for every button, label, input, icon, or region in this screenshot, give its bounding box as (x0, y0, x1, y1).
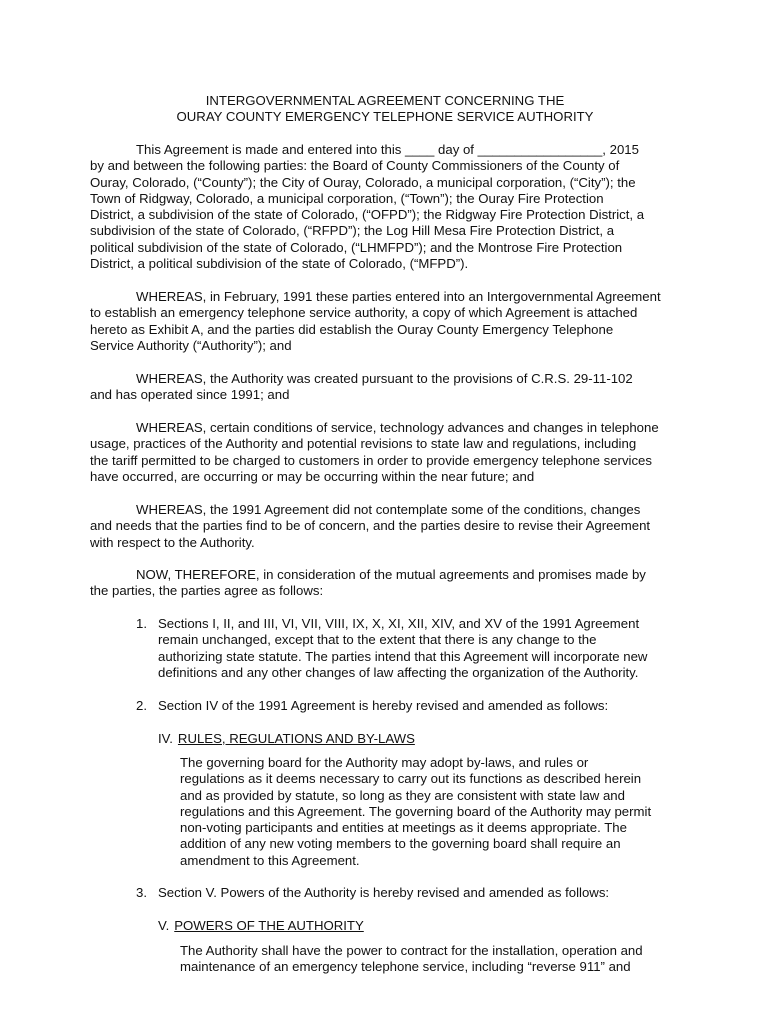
item-body: Section IV of the 1991 Agreement is hereby revised and amended as follows: (158, 698, 609, 713)
title-line: INTERGOVERNMENTAL AGREEMENT CONCERNING THE (205, 93, 565, 108)
section-heading-text: RULES, REGULATIONS AND BY-LAWS (177, 731, 415, 746)
section-v-heading (158, 918, 364, 934)
item-number: 3. (136, 885, 147, 900)
section-numeral: V. (158, 918, 170, 933)
section-numeral: IV. (158, 731, 173, 746)
item-body: Section V. Powers of the Authority is hereby revised and amended as follows: (158, 885, 610, 900)
section-iv-heading (158, 731, 415, 747)
whereas-paragraph-2: WHEREAS, the Authority was created pursuant to the provisions of C.R.S. 29-11-102 and has operated since 1991; and (90, 371, 633, 403)
section-v-body: The Authority shall have the power to contract for the installation, operation and maintenance of an emergency telephone service, including “reverse 911” and (180, 943, 643, 975)
item-number: 1. (136, 616, 147, 631)
whereas-paragraph-4: WHEREAS, the 1991 Agreement did not contemplate some of the conditions, changes and needs that the parties find to be of concern, and the parties desire to revise their Agreement with respect to the Authority. (90, 502, 651, 550)
whereas-paragraph-3: WHEREAS, certain conditions of service, technology advances and changes in telephone usage, practices of the Authority and potential revisions to state law and regulations, including the tariff permitted to be charged to customers in order to provide emergency telephone services have occurred, are occurring or may be occurring within the near future; and (90, 420, 659, 484)
document-title (90, 93, 680, 126)
item-number: 2. (136, 698, 147, 713)
intro-paragraph: This Agreement is made and entered into this ____ day of _________________, 2015 by and between the following parties: the Board of County Commissioners of the County of Ouray, Colorado, (“County”); the City of Ouray, Colorado, a municipal corporation, (“City”); the Town of Ridgway, Colorado, a municipal corporation, (“Town”); the Ouray Fire Protection District, a subdivision of the state of Colorado, (“OFPD”); the Ridgway Fire Protection District, a subdivision of the state of Colorado, (“RFPD”); the Log Hill Mesa Fire Protection District, a political subdivision of the state of Colorado, (“LHMFPD”); and the Montrose Fire Protection District, a political subdivision of the state of Colorado, (“MFPD”). (90, 142, 645, 272)
section-iv-body: The governing board for the Authority may adopt by-laws, and rules or regulations as it deems necessary to carry out its functions as described herein and as provided by statute, so long as they are consistent with state law and regulations and this Agreement. The governing board of the Authority may permit non-voting participants and entities at meetings as it deems appropriate. The addition of any new voting members to the governing board shall require an amendment to this Agreement. (180, 755, 652, 868)
section-heading-text: POWERS OF THE AUTHORITY (174, 918, 364, 933)
title-line: OURAY COUNTY EMERGENCY TELEPHONE SERVICE AUTHORITY (176, 109, 594, 125)
whereas-paragraph-1: WHEREAS, in February, 1991 these parties entered into an Intergovernmental Agreement to establish an emergency telephone service authority, a copy of which Agreement is attached hereto as Exhibit A, and the parties did establish the Ouray County Emergency Telephone Service Authority (“Authority”); and (90, 289, 661, 353)
item-body: Sections I, II, and III, VI, VII, VIII, IX, X, XI, XII, XIV, and XV of the 1991 Agreement remain unchanged, except that to the extent that there is any change to the authorizing state statute. The parties intend that this Agreement will incorporate new definitions and any other changes of law affecting the organization of the Authority. (158, 616, 648, 680)
now-therefore-paragraph: NOW, THEREFORE, in consideration of the mutual agreements and promises made by the parties, the parties agree as follows: (90, 567, 646, 599)
